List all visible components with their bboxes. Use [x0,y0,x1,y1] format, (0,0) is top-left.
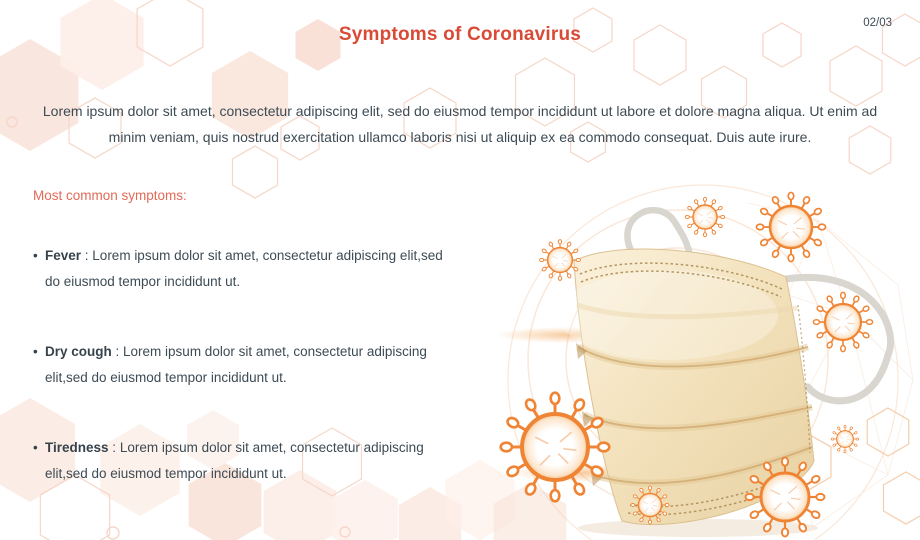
bullet-icon: • [33,248,38,263]
face-mask-illustration [488,175,920,540]
page-title: Symptoms of Coronavirus [338,24,582,45]
symptom-description: Lorem ipsum dolor sit amet, consectetur adipiscing elit,sed do eiusmod tempor incididunt ut. [45,344,427,385]
symptom-term: Dry cough [45,344,112,359]
symptom-description: Lorem ipsum dolor sit amet, consectetur adipiscing elit,sed do eiusmod tempor incididunt ut. [45,248,443,289]
symptom-term: Tiredness [45,440,109,455]
bullet-icon: • [33,344,38,359]
symptom-separator: : [81,248,93,263]
symptom-description: Lorem ipsum dolor sit amet, consectetur adipiscing elit,sed do eiusmod tempor incididunt ut. [45,440,424,481]
symptom-item-tiredness [33,435,451,487]
symptoms-heading: Most common symptoms: [33,188,187,203]
symptom-item-fever [33,243,451,295]
intro-paragraph: Lorem ipsum dolor sit amet, consectetur adipiscing elit, sed do eiusmod tempor incididunt ut labore et dolore magna aliqua. Ut enim ad minim veniam, quis nostrud exercitation ullamco laboris nisi ut aliquip ex ea commodo consequat. Duis aute irure. [42,103,878,145]
bullet-icon: • [33,440,38,455]
symptom-list [33,243,451,531]
symptom-separator: : [108,440,120,455]
page-number: 02/03 [863,17,892,29]
symptom-term: Fever [45,248,82,263]
symptom-item-dry-cough [33,339,451,391]
symptom-separator: : [111,344,124,359]
